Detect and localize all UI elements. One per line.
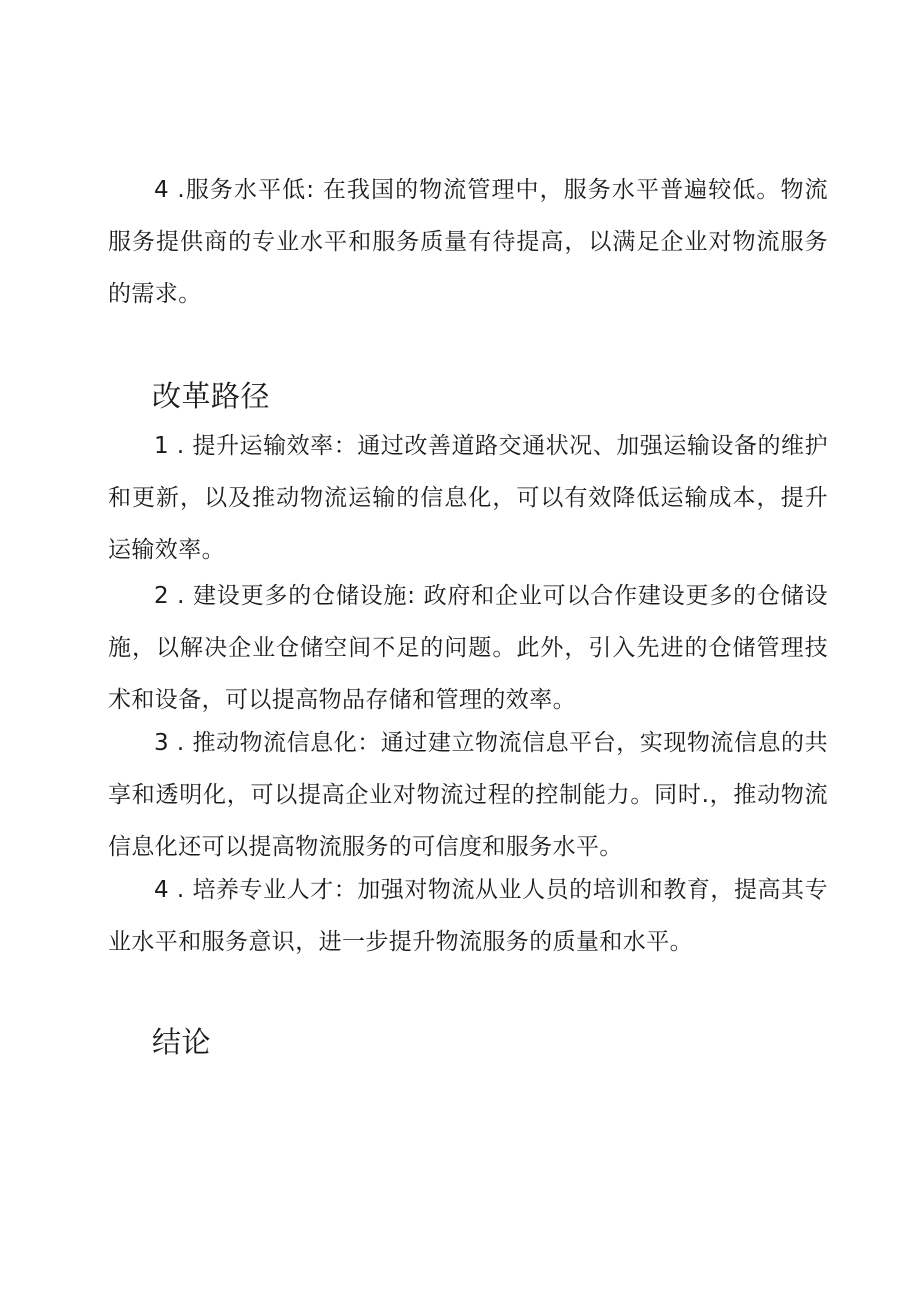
reform-item-2: 2 . 建设更多的仓储设施: 政府和企业可以合作建设更多的仓储设施，以解决企业仓储空间不足的问题。此外，引入先进的仓储管理技术和设备，可以提高物品存储和管理的效率。 bbox=[108, 583, 828, 713]
paragraph-service-level: 4 .服务水平低: 在我国的物流管理中，服务水平普遍较低。物流服务提供商的专业水平和服务质量有待提高，以满足企业对物流服务的需求。 bbox=[108, 177, 828, 307]
reform-item-4: 4 . 培养专业人才：加强对物流从业人员的培训和教育，提高其专业水平和服务意识，进一步提升物流服务的质量和水平。 bbox=[108, 877, 828, 955]
section-heading-conclusion: 结论 bbox=[152, 1025, 212, 1059]
reform-item-1: 1 . 提升运输效率：通过改善道路交通状况、加强运输设备的维护和更新，以及推动物流运输的信息化，可以有效降低运输成本，提升运输效率。 bbox=[108, 433, 828, 563]
reform-item-3: 3 . 推动物流信息化：通过建立物流信息平台，实现物流信息的共享和透明化，可以提高企业对物流过程的控制能力。同时.，推动物流信息化还可以提高物流服务的可信度和服务水平。 bbox=[108, 730, 828, 860]
section-heading-reform: 改革路径 bbox=[152, 379, 271, 413]
